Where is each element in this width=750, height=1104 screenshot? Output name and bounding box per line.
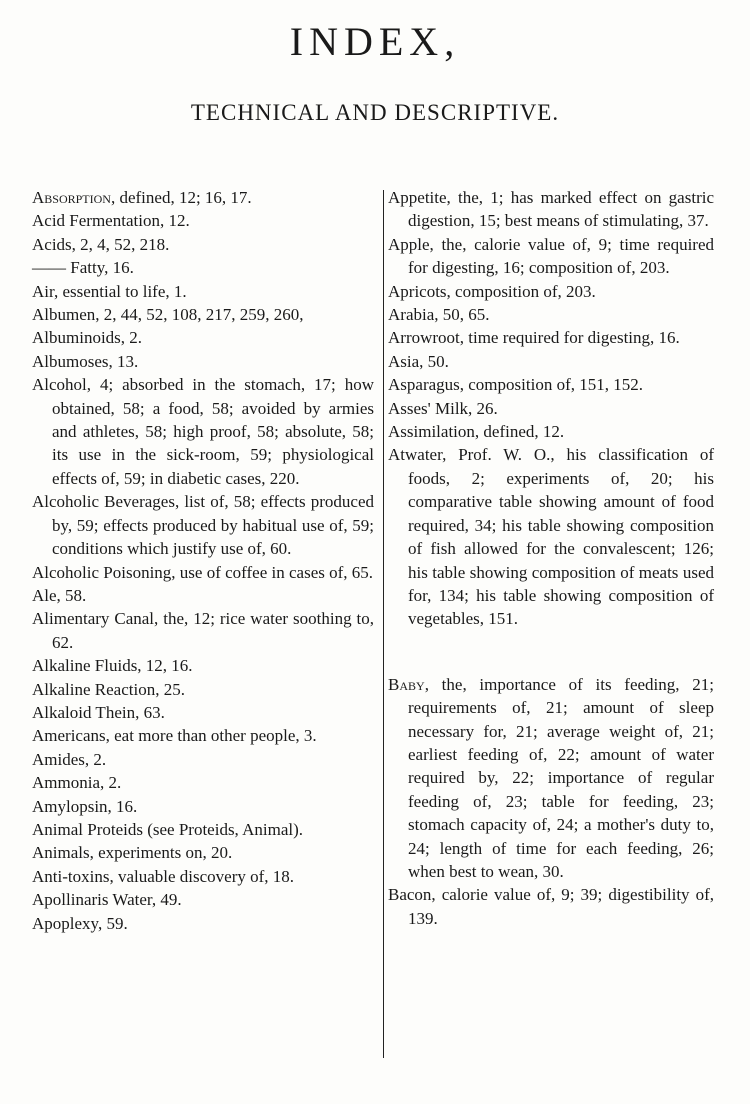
index-entry — [32, 771, 374, 794]
index-entry-text: Apollinaris Water, 49. — [32, 890, 182, 910]
left-column — [32, 186, 374, 935]
index-entry — [32, 888, 374, 911]
index-entry — [388, 373, 714, 396]
right-column — [388, 186, 714, 930]
index-entry-text: Acid Fermentation, 12. — [32, 211, 190, 231]
index-entry — [388, 397, 714, 420]
index-entry — [32, 818, 374, 841]
index-entry — [32, 654, 374, 677]
index-entry-text: Alkaline Reaction, 25. — [32, 679, 185, 699]
index-entry — [32, 561, 374, 584]
page-title: INDEX, — [289, 19, 461, 64]
index-entry — [32, 280, 374, 303]
index-entry-text: Albuminoids, 2. — [32, 328, 143, 348]
index-entry — [32, 490, 374, 560]
index-entry — [32, 209, 374, 232]
index-entry — [32, 701, 374, 724]
index-entry-text: Alcoholic Poisoning, use of coffee in cases of, 65. — [32, 562, 374, 582]
index-entry — [388, 326, 714, 349]
index-entry-text: Asia, 50. — [388, 351, 449, 371]
index-entry-text: Anti-toxins, valuable discovery of, 18. — [32, 866, 295, 886]
index-entry-text: Animals, experiments on, 20. — [32, 843, 233, 863]
index-entry-text: Ammonia, 2. — [32, 773, 122, 793]
index-entry — [388, 883, 714, 930]
index-entry — [388, 673, 714, 884]
index-entry-text: Bacon, calorie value of, 9; 39; digestibility of, 139. — [388, 885, 714, 928]
index-entry — [32, 865, 374, 888]
index-entry-text: Apoplexy, 59. — [32, 913, 128, 933]
index-entry-text: Arrowroot, time required for digesting, 16. — [388, 328, 680, 348]
index-entry — [32, 186, 374, 209]
index-entry-text: Air, essential to life, 1. — [32, 281, 187, 301]
index-entry — [388, 443, 714, 630]
index-entry — [32, 373, 374, 490]
index-entry-text: Alcoholic Beverages, list of, 58; effects produced by, 59; effects produced by habitual use of, 59; conditions which justify use of, 60. — [32, 492, 374, 559]
index-entry-text: Americans, eat more than other people, 3. — [32, 726, 317, 746]
column-divider — [383, 190, 384, 1058]
index-entry-text: Apricots, composition of, 203. — [388, 281, 596, 301]
index-entry — [32, 607, 374, 654]
page-subtitle: TECHNICAL AND DESCRIPTIVE. — [190, 100, 560, 125]
index-entry-text: , defined, 12; 16, 17. — [110, 188, 252, 207]
index-entry-text: Ale, 58. — [32, 585, 87, 605]
index-entry — [388, 420, 714, 443]
index-entry-text: Alkaline Fluids, 12, 16. — [32, 656, 193, 676]
index-entry-text: Alkaloid Thein, 63. — [32, 702, 165, 722]
index-entry-text: —— Fatty, 16. — [32, 258, 134, 278]
index-entry — [32, 724, 374, 747]
index-entry — [32, 233, 374, 256]
index-entry-head: Baby — [388, 674, 425, 694]
index-entry-text: Atwater, Prof. W. O., his classification of foods, 2; experiments of, 20; his comparative table showing amount of food required, 34; his table showing composition of fish allowed for the convalescent; 126; his table showing composition of meats used for, 134; his table showing composition of vegetables, 151. — [388, 445, 714, 629]
index-entry-text: Acids, 2, 4, 52, 218. — [32, 234, 170, 254]
index-entry-text: Appetite, the, 1; has marked effect on gastric digestion, 15; best means of stimulating, 37. — [388, 188, 714, 231]
index-entry — [32, 795, 374, 818]
index-entry-head: Absorption — [32, 188, 111, 207]
index-entry — [32, 256, 374, 279]
index-entry-text: Asses' Milk, 26. — [388, 398, 498, 418]
index-entry — [32, 748, 374, 771]
index-entry-text: Amylopsin, 16. — [32, 796, 138, 816]
index-entry — [388, 233, 714, 280]
index-entry-text: Animal Proteids (see Proteids, Animal). — [32, 819, 304, 839]
index-entry — [32, 841, 374, 864]
index-entry — [388, 186, 714, 233]
index-entry-text: Apple, the, calorie value of, 9; time required for digesting, 16; composition of, 203. — [388, 234, 714, 278]
index-entry-text: Asparagus, composition of, 151, 152. — [388, 375, 643, 395]
index-entry-text: Albumoses, 13. — [32, 351, 139, 371]
index-entry-text: Alimentary Canal, the, 12; rice water soothing to, 62. — [32, 609, 374, 652]
index-entry-text: , the, importance of its feeding, 21; requirements of, 21; amount of sleep necessary for, 21; average weight of, 21; earliest feeding of, 22; amount of water required by, 22; importance of regular feeding of, 23; table for feeding, 23; stomach capacity of, 24; a mother's duty to, 24; length of time for each feeding, 26; when best to wean, 30. — [408, 674, 714, 881]
index-entry-text: Assimilation, defined, 12. — [388, 422, 565, 442]
index-entry — [32, 303, 374, 326]
index-entry-text: Amides, 2. — [32, 749, 107, 769]
index-entry-text: Alcohol, 4; absorbed in the stomach, 17; how obtained, 58; a food, 58; avoided by armies and athletes, 58; high proof, 58; absolute, 58; its use in the sick-room, 59; physiological effects of, 59; in diabetic cases, 220. — [32, 375, 374, 488]
index-entry — [388, 280, 714, 303]
index-entry — [388, 303, 714, 326]
index-entry-text: Albumen, 2, 44, 52, 108, 217, 259, 260, — [32, 305, 304, 325]
index-entry — [32, 678, 374, 701]
index-entry — [32, 912, 374, 935]
index-entry — [32, 350, 374, 373]
index-entry-text: Arabia, 50, 65. — [388, 305, 490, 325]
index-entry — [32, 326, 374, 349]
index-entry — [32, 584, 374, 607]
index-entry — [388, 350, 714, 373]
